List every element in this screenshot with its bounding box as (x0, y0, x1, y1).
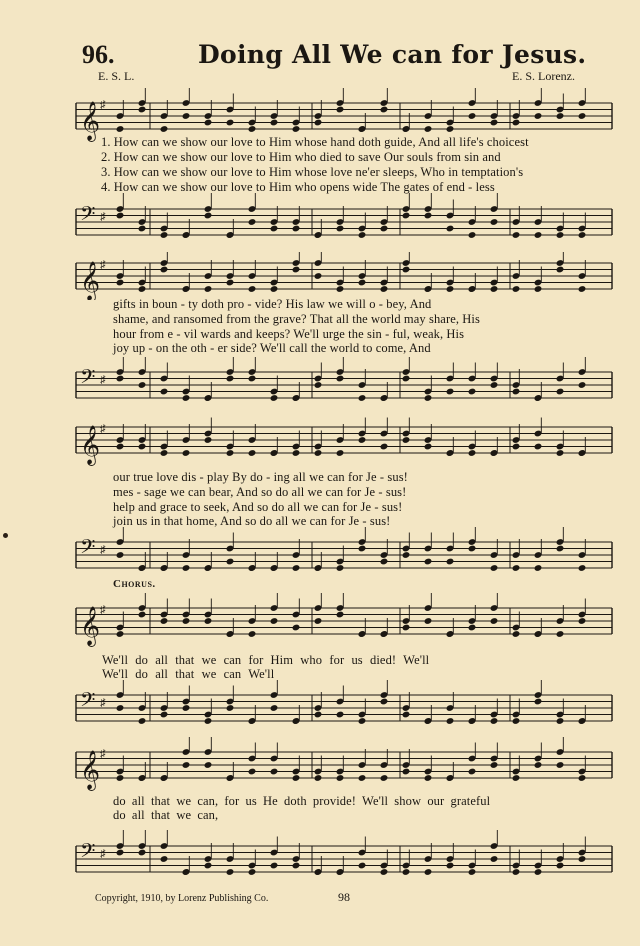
notehead (556, 266, 565, 274)
notehead (226, 119, 235, 127)
notehead (424, 774, 433, 782)
notehead (380, 106, 389, 114)
notehead (468, 768, 477, 776)
verse-1-line-1: 1. How can we show our love to Him whose hand doth guide, And all life's choicest (101, 135, 529, 149)
notehead (116, 551, 125, 559)
notehead (446, 862, 455, 870)
chorus-line-1-bass: We'll do all that we can We'll (102, 667, 275, 681)
notehead (270, 768, 279, 776)
verse-4-line-1: 4. How can we show our love to Him who opens wide The gates of end - less (101, 180, 495, 194)
notehead (380, 225, 389, 233)
notehead (292, 225, 301, 233)
notehead (534, 564, 543, 572)
notehead (578, 231, 587, 239)
notehead (204, 212, 213, 220)
notehead (226, 868, 235, 876)
notehead (402, 711, 411, 719)
notehead (160, 617, 169, 625)
notehead (336, 285, 345, 293)
verse-1-line-2: gifts in boun - ty doth pro - vide? His law we will o - bey, And (113, 297, 432, 311)
notehead (270, 704, 279, 712)
notehead (468, 449, 477, 457)
notehead (512, 630, 521, 638)
verse-1-line-3: our true love dis - play By do - ing all we can for Je - sus! (113, 470, 408, 484)
chorus-line-2-treble: do all that we can, for us He doth provide! We'll show our grateful (113, 794, 491, 808)
margin-mark (3, 533, 8, 538)
bass-clef-icon: 𝄢 (80, 535, 96, 563)
notehead (468, 112, 477, 120)
notehead (578, 381, 587, 389)
notehead (512, 231, 521, 239)
notehead (534, 761, 543, 769)
notehead (358, 717, 367, 725)
bass-clef-icon: 𝄢 (80, 202, 96, 230)
notehead (490, 564, 499, 572)
hymn-number: 96. (82, 40, 115, 69)
notehead (248, 630, 257, 638)
notehead (204, 436, 213, 444)
verse-2-line-3: mes - sage we can bear, And so do all we can for Je - sus! (113, 485, 407, 499)
notehead (578, 112, 587, 120)
notehead (446, 388, 455, 396)
notehead (468, 231, 477, 239)
page-number: 98 (338, 890, 350, 904)
notehead (534, 231, 543, 239)
notehead (314, 617, 323, 625)
notehead (424, 212, 433, 220)
verse-3-line-3: help and grace to seek, And so do all we can for Je - sus! (113, 500, 403, 514)
treble-clef-icon: 𝄞 (80, 101, 101, 141)
notehead (226, 558, 235, 566)
notehead (248, 375, 257, 383)
notehead (402, 868, 411, 876)
notehead (204, 862, 213, 870)
notehead (182, 112, 191, 120)
key-sharp-icon: ♯ (100, 697, 106, 709)
verse-4-line-3: join us in that home, And so do all we can for Je - sus! (113, 514, 391, 528)
notehead (490, 119, 499, 127)
notehead (226, 375, 235, 383)
bass-clef-icon: 𝄢 (80, 839, 96, 867)
chorus-label: Chorus. (113, 578, 156, 590)
notehead (248, 125, 257, 133)
key-sharp-icon: ♯ (100, 211, 106, 223)
notehead (534, 698, 543, 706)
notehead (358, 774, 367, 782)
notehead (336, 774, 345, 782)
verse-3-line-2: hour from e - vil wards and keeps? We'll urge the sin - ful, weak, His (113, 327, 465, 341)
notehead (578, 617, 587, 625)
notehead (556, 761, 565, 769)
notehead (468, 624, 477, 632)
notehead (270, 225, 279, 233)
notehead (446, 285, 455, 293)
treble-staff-system-5 (0, 737, 640, 793)
key-sharp-icon: ♯ (100, 374, 106, 386)
notehead (292, 774, 301, 782)
notehead (116, 704, 125, 712)
notehead (248, 868, 257, 876)
bass-clef-icon: 𝄢 (80, 688, 96, 716)
notehead (556, 231, 565, 239)
notehead (138, 381, 147, 389)
notehead (248, 449, 257, 457)
notehead (182, 704, 191, 712)
notehead (160, 266, 169, 274)
treble-clef-icon: 𝄞 (80, 261, 101, 300)
notehead (446, 125, 455, 133)
notehead (116, 125, 125, 133)
verse-2-line-2: shame, and ransomed from the grave? That all the world may share, His (113, 312, 480, 326)
music-credit: E. S. Lorenz. (512, 69, 575, 83)
notehead (402, 375, 411, 383)
notehead (424, 125, 433, 133)
notehead (556, 862, 565, 870)
notehead (424, 868, 433, 876)
notehead (512, 717, 521, 725)
treble-staff-system-4 (0, 593, 640, 649)
notehead (292, 862, 301, 870)
hymn-title: Doing All We can for Jesus. (198, 40, 587, 69)
notehead (116, 375, 125, 383)
notehead (138, 106, 147, 114)
notehead (314, 272, 323, 280)
notehead (314, 774, 323, 782)
notehead (160, 449, 169, 457)
treble-clef-icon: 𝄞 (80, 606, 101, 646)
notehead (490, 285, 499, 293)
treble-clef-icon: 𝄞 (80, 425, 101, 465)
notehead (138, 849, 147, 857)
notehead (314, 119, 323, 127)
notehead (336, 711, 345, 719)
notehead (138, 225, 147, 233)
notehead (336, 106, 345, 114)
notehead (182, 564, 191, 572)
notehead (556, 449, 565, 457)
notehead (424, 394, 433, 402)
verse-4-line-2: joy up - on the oth - er side? We'll call the world to come, And (113, 341, 431, 355)
notehead (380, 868, 389, 876)
notehead (402, 624, 411, 632)
key-sharp-icon: ♯ (100, 848, 106, 860)
notehead (380, 698, 389, 706)
notehead (512, 443, 521, 451)
notehead (138, 443, 147, 451)
notehead (578, 564, 587, 572)
notehead (248, 768, 257, 776)
notehead (534, 443, 543, 451)
notehead (402, 551, 411, 559)
verse-3-line-1: 3. How can we show our love to Him whose love ne'er sleeps, Who in temptation's (101, 165, 524, 179)
notehead (534, 285, 543, 293)
notehead (204, 285, 213, 293)
key-sharp-icon: ♯ (100, 423, 106, 435)
notehead (512, 285, 521, 293)
bass-staff-system-3 (0, 527, 640, 583)
notehead (424, 443, 433, 451)
notehead (292, 266, 301, 274)
chorus-line-2-bass: do all that we can, (113, 808, 219, 822)
bass-staff-system-4 (0, 680, 640, 736)
notehead (468, 868, 477, 876)
notehead (358, 279, 367, 287)
notehead (314, 449, 323, 457)
notehead (182, 617, 191, 625)
notehead (204, 119, 213, 127)
treble-staff-system-3 (0, 414, 640, 466)
notehead (578, 285, 587, 293)
notehead (336, 449, 345, 457)
notehead (138, 717, 147, 725)
notehead (292, 449, 301, 457)
key-sharp-icon: ♯ (100, 259, 106, 271)
notehead (556, 388, 565, 396)
bass-clef-icon: 𝄢 (80, 365, 96, 393)
key-sharp-icon: ♯ (100, 604, 106, 616)
notehead (116, 630, 125, 638)
notehead (270, 285, 279, 293)
notehead (380, 285, 389, 293)
notehead (512, 388, 521, 396)
notehead (468, 388, 477, 396)
key-sharp-icon: ♯ (100, 748, 106, 760)
notehead (556, 630, 565, 638)
notehead (402, 768, 411, 776)
notehead (226, 449, 235, 457)
notehead (138, 611, 147, 619)
bass-staff-system-2 (0, 357, 640, 413)
verse-2-line-1: 2. How can we show our love to Him who died to save Our souls from sin and (101, 150, 501, 164)
notehead (512, 564, 521, 572)
key-sharp-icon: ♯ (100, 99, 106, 111)
notehead (490, 218, 499, 226)
notehead (116, 212, 125, 220)
copyright-notice: Copyright, 1910, by Lorenz Publishing Co. (95, 893, 269, 904)
notehead (248, 285, 257, 293)
notehead (490, 855, 499, 863)
notehead (556, 112, 565, 120)
notehead (424, 558, 433, 566)
notehead (314, 381, 323, 389)
notehead (358, 231, 367, 239)
words-credit: E. S. L. (98, 69, 135, 83)
notehead (358, 862, 367, 870)
notehead (204, 761, 213, 769)
notehead (116, 774, 125, 782)
notehead (204, 617, 213, 625)
notehead (534, 868, 543, 876)
notehead (556, 545, 565, 553)
notehead (270, 394, 279, 402)
notehead (182, 394, 191, 402)
notehead (424, 617, 433, 625)
notehead (336, 611, 345, 619)
notehead (490, 617, 499, 625)
notehead (446, 558, 455, 566)
bass-staff-system-1 (0, 192, 640, 252)
notehead (446, 225, 455, 233)
notehead (292, 624, 301, 632)
notehead (578, 855, 587, 863)
notehead (490, 717, 499, 725)
notehead (402, 436, 411, 444)
notehead (116, 849, 125, 857)
notehead (380, 774, 389, 782)
notehead (226, 704, 235, 712)
notehead (490, 761, 499, 769)
notehead (160, 711, 169, 719)
notehead (116, 443, 125, 451)
notehead (270, 862, 279, 870)
notehead (358, 545, 367, 553)
notehead (402, 212, 411, 220)
notehead (468, 545, 477, 553)
notehead (556, 717, 565, 725)
notehead (534, 112, 543, 120)
chorus-line-1-treble: We'll do all that we can for Him who for us died! We'll (102, 653, 430, 667)
notehead (204, 717, 213, 725)
notehead (226, 279, 235, 287)
notehead (380, 443, 389, 451)
notehead (336, 225, 345, 233)
notehead (160, 855, 169, 863)
notehead (182, 449, 191, 457)
notehead (512, 774, 521, 782)
notehead (182, 761, 191, 769)
notehead (270, 119, 279, 127)
notehead (490, 381, 499, 389)
notehead (138, 285, 147, 293)
notehead (248, 218, 257, 226)
notehead (578, 774, 587, 782)
notehead (314, 711, 323, 719)
notehead (336, 375, 345, 383)
notehead (358, 394, 367, 402)
bass-staff-system-5 (0, 826, 640, 892)
notehead (336, 564, 345, 572)
notehead (160, 231, 169, 239)
notehead (402, 266, 411, 274)
notehead (116, 279, 125, 287)
notehead (446, 717, 455, 725)
treble-staff-system-2 (0, 252, 640, 300)
notehead (160, 125, 169, 133)
notehead (292, 564, 301, 572)
notehead (358, 436, 367, 444)
notehead (380, 558, 389, 566)
notehead (270, 617, 279, 625)
notehead (512, 868, 521, 876)
notehead (292, 125, 301, 133)
key-sharp-icon: ♯ (100, 544, 106, 556)
treble-clef-icon: 𝄞 (80, 750, 101, 790)
notehead (512, 119, 521, 127)
notehead (160, 388, 169, 396)
